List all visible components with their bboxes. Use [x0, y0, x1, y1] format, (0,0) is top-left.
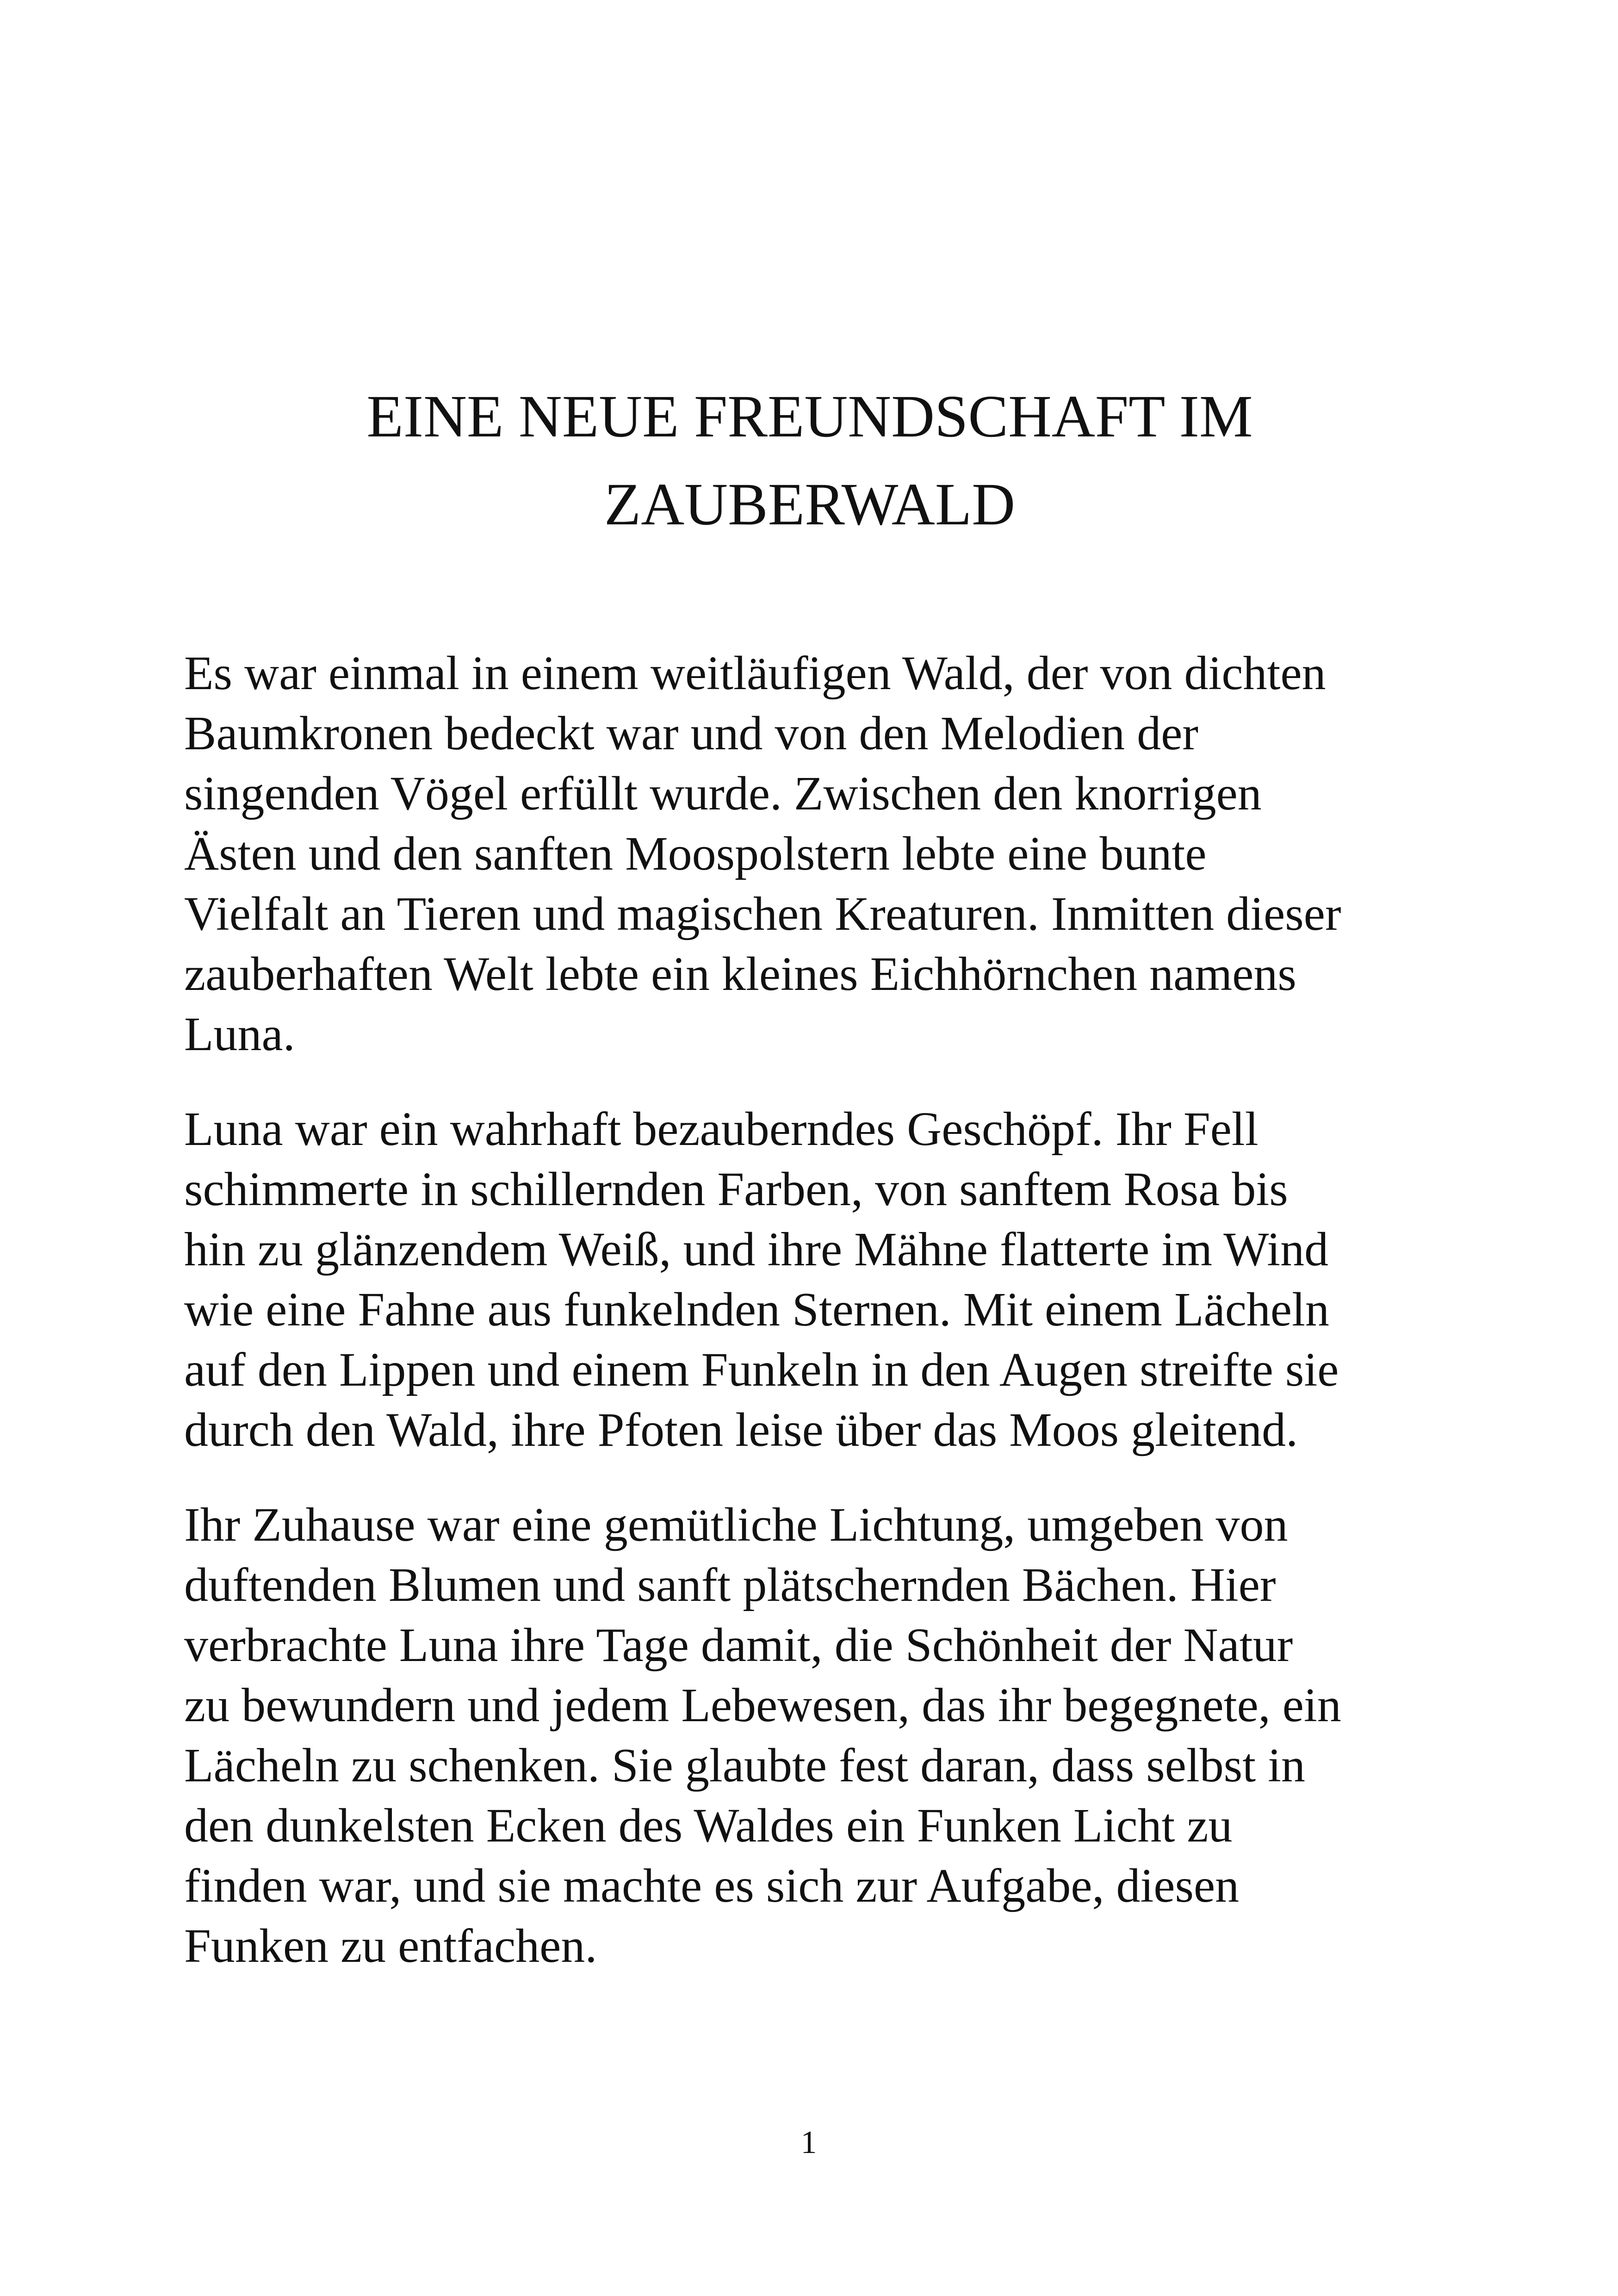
- text-line: zu bewundern und jedem Lebewesen, das ihr begegnete, ein: [184, 1679, 1341, 1732]
- body-text: [184, 643, 1452, 2011]
- text-line: verbrachte Luna ihre Tage damit, die Schönheit der Natur: [184, 1618, 1293, 1672]
- text-line: Luna.: [184, 1008, 295, 1061]
- text-line: Lächeln zu schenken. Sie glaubte fest daran, dass selbst in: [184, 1739, 1306, 1792]
- text-line: den dunkelsten Ecken des Waldes ein Funken Licht zu: [184, 1799, 1233, 1852]
- paragraph-2: [184, 1099, 1452, 1460]
- paragraph-1: [184, 643, 1452, 1064]
- text-line: finden war, und sie machte es sich zur Aufgabe, diesen: [184, 1859, 1240, 1912]
- text-line: Ihr Zuhause war eine gemütliche Lichtung, umgeben von: [184, 1498, 1288, 1551]
- paragraph-3: [184, 1495, 1452, 1976]
- text-line: Ästen und den sanften Moospolstern lebte eine bunte: [184, 827, 1207, 880]
- text-line: durch den Wald, ihre Pfoten leise über das Moos gleitend.: [184, 1403, 1298, 1456]
- title-line: ZAUBERWALD: [604, 471, 1016, 538]
- text-line: hin zu glänzendem Weiß, und ihre Mähne flatterte im Wind: [184, 1223, 1329, 1276]
- text-line: Funken zu entfachen.: [184, 1919, 597, 1972]
- page-number: 1: [800, 2125, 817, 2160]
- text-line: schimmerte in schillernden Farben, von sanftem Rosa bis: [184, 1163, 1288, 1216]
- text-line: auf den Lippen und einem Funkeln in den Augen streifte sie: [184, 1343, 1339, 1396]
- title-line: EINE NEUE FREUNDSCHAFT IM: [366, 383, 1253, 450]
- text-line: Vielfalt an Tieren und magischen Kreaturen. Inmitten dieser: [184, 887, 1341, 940]
- text-line: Baumkronen bedeckt war und von den Melodien der: [184, 707, 1199, 760]
- text-line: singenden Vögel erfüllt wurde. Zwischen den knorrigen: [184, 767, 1262, 820]
- text-line: duftenden Blumen und sanft plätschernden Bächen. Hier: [184, 1558, 1276, 1612]
- text-line: Es war einmal in einem weitläufigen Wald, der von dichten: [184, 647, 1326, 700]
- page-title: [185, 373, 1434, 548]
- text-line: wie eine Fahne aus funkelnden Sternen. Mit einem Lächeln: [184, 1283, 1329, 1336]
- text-line: zauberhaften Welt lebte ein kleines Eichhörnchen namens: [184, 947, 1296, 1001]
- text-line: Luna war ein wahrhaft bezauberndes Geschöpf. Ihr Fell: [184, 1102, 1258, 1156]
